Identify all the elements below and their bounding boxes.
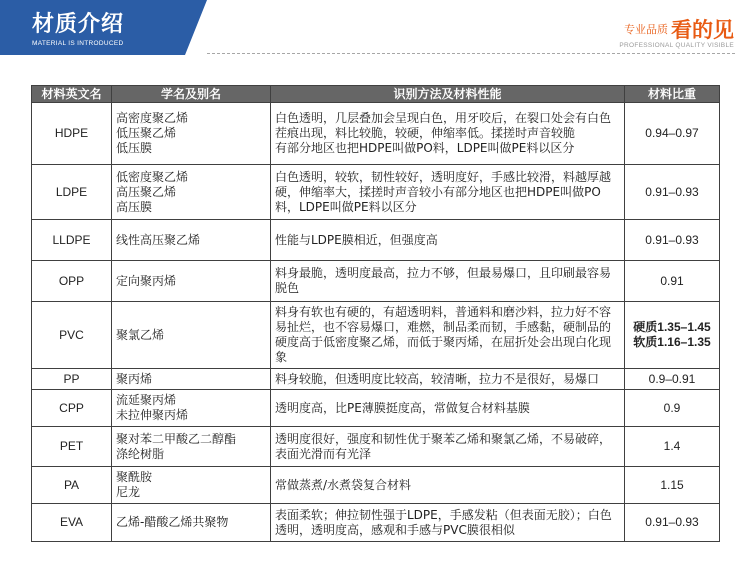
header-banner-slant [185, 0, 207, 55]
table-row [32, 369, 720, 390]
density-value: 0.94–0.97 [645, 126, 699, 140]
table-header-row [32, 86, 720, 103]
table-row [32, 103, 720, 165]
material-name-line: 聚氯乙烯 [116, 327, 165, 342]
material-name-line: 流延聚丙烯 [116, 393, 177, 407]
material-name-line: 低压膜 [116, 141, 153, 155]
density-value: 软质1.16–1.35 [633, 335, 711, 349]
material-english-name: PA [32, 467, 112, 504]
material-density [625, 390, 720, 427]
material-identification-method: 常做蒸煮/水煮袋复合材料 [271, 467, 625, 504]
slogan-subtitle: PROFESSIONAL QUALITY VISIBLE [619, 42, 734, 49]
material-density [625, 504, 720, 542]
density-value: 1.4 [663, 439, 681, 453]
density-value: 0.91–0.93 [645, 232, 699, 247]
material-identification-method: 透明度很好，强度和韧性优于聚苯乙烯和聚氯乙烯，不易破碎，表面光滑而有光泽 [271, 427, 625, 467]
material-name-line: 涤纶树脂 [116, 446, 165, 461]
material-name-line: 低压聚乙烯 [116, 126, 177, 140]
material-identification-method: 透明度高，比PE薄膜挺度高，常做复合材料基膜 [271, 390, 625, 427]
density-value: 硬质1.35–1.45 [633, 320, 711, 334]
table-row [32, 504, 720, 542]
material-name-line: 线性高压聚乙烯 [116, 232, 201, 247]
material-density [625, 427, 720, 467]
slogan-big: 看的见 [671, 18, 734, 42]
material-density [625, 467, 720, 504]
material-identification-method: 料身较脆，但透明度比较高，较清晰，拉力不是很好，易爆口 [271, 369, 625, 390]
table-row [32, 165, 720, 220]
density-value: 0.91 [660, 273, 684, 288]
material-density [625, 369, 720, 390]
header-english-name: 材料英文名 [32, 86, 112, 103]
material-name-line: 低密度聚乙烯 [116, 169, 189, 184]
material-english-name: CPP [32, 390, 112, 427]
material-scientific-names [112, 467, 271, 504]
table-row [32, 220, 720, 261]
material-scientific-names [112, 504, 271, 542]
material-name-line: 尼龙 [116, 485, 141, 499]
material-identification-method: 白色透明，几层叠加会呈现白色，用牙咬后，在裂口处会有白色茬痕出现，料比较脆，较硬，伸缩率低。揉搓时声音较脆 有部分地区也把HDPE叫做PO料，LDPE叫做PE料以区分 [271, 103, 625, 165]
material-identification-method: 表面柔软；伸拉韧性强于LDPE，手感发粘（但表面无胶）；白色透明，透明度高，感观和手感与PVC膜很相似 [271, 504, 625, 542]
material-name-line: 高密度聚乙烯 [116, 111, 189, 125]
slogan [624, 14, 734, 44]
material-scientific-names [112, 220, 271, 261]
material-identification-method: 料身最脆，透明度最高，拉力不够，但最易爆口，且印刷最容易脱色 [271, 261, 625, 302]
material-name-line: 定向聚丙烯 [116, 273, 177, 288]
density-value: 0.91–0.93 [645, 515, 699, 529]
material-density [625, 261, 720, 302]
material-name-line: 高压聚乙烯 [116, 184, 177, 199]
material-scientific-names [112, 427, 271, 467]
material-identification-method: 性能与LDPE膜相近，但强度高 [271, 220, 625, 261]
material-density [625, 165, 720, 220]
material-scientific-names [112, 261, 271, 302]
density-value: 0.91–0.93 [645, 184, 699, 199]
material-identification-method: 白色透明，较软，韧性较好，透明度好，手感比较滑，料越厚越硬，伸缩率大，揉搓时声音较小有部分地区也把HDPE叫做PO料，LDPE叫做PE料以区分 [271, 165, 625, 220]
material-name-line: 高压膜 [116, 199, 153, 214]
material-table [31, 85, 720, 542]
material-density [625, 302, 720, 369]
material-english-name: LDPE [32, 165, 112, 220]
material-english-name: LLDPE [32, 220, 112, 261]
material-scientific-names [112, 302, 271, 369]
density-value: 0.9 [663, 400, 681, 415]
material-density [625, 103, 720, 165]
density-value: 0.9–0.91 [648, 371, 696, 386]
material-name-line: 聚酰胺 [116, 470, 153, 484]
material-english-name: HDPE [32, 103, 112, 165]
density-value: 1.15 [660, 477, 684, 492]
table-row [32, 390, 720, 427]
material-scientific-names [112, 390, 271, 427]
material-name-line: 未拉伸聚丙烯 [116, 408, 189, 422]
material-english-name: OPP [32, 261, 112, 302]
material-english-name: PET [32, 427, 112, 467]
material-name-line: 聚对苯二甲酸乙二醇酯 [116, 431, 237, 446]
material-scientific-names [112, 369, 271, 390]
material-english-name: PVC [32, 302, 112, 369]
material-density [625, 220, 720, 261]
material-identification-method: 料身有软也有硬的，有超透明料，普通料和磨沙料，拉力好不容易扯烂，也不容易爆口，难燃，制品柔而韧，手感黏，硬制品的硬度高于低密度聚乙烯，而低于聚丙烯，在屈折处会出现白化现象 [271, 302, 625, 369]
slogan-small: 专业品质 [624, 23, 668, 36]
material-scientific-names [112, 103, 271, 165]
table-row [32, 261, 720, 302]
material-english-name: PP [32, 369, 112, 390]
material-scientific-names [112, 165, 271, 220]
table-row [32, 427, 720, 467]
material-english-name: EVA [32, 504, 112, 542]
header-divider [207, 53, 735, 54]
material-name-line: 聚丙烯 [116, 371, 153, 386]
table-row [32, 467, 720, 504]
table-row [32, 302, 720, 369]
header-density: 材料比重 [625, 86, 720, 103]
material-name-line: 乙烯-醋酸乙烯共聚物 [116, 515, 229, 529]
header-scientific-name: 学名及别名 [112, 86, 271, 103]
page-subtitle: MATERIAL IS INTRODUCED [32, 40, 124, 47]
page-title: 材质介绍 [32, 12, 125, 37]
header-identification: 识别方法及材料性能 [271, 86, 625, 103]
